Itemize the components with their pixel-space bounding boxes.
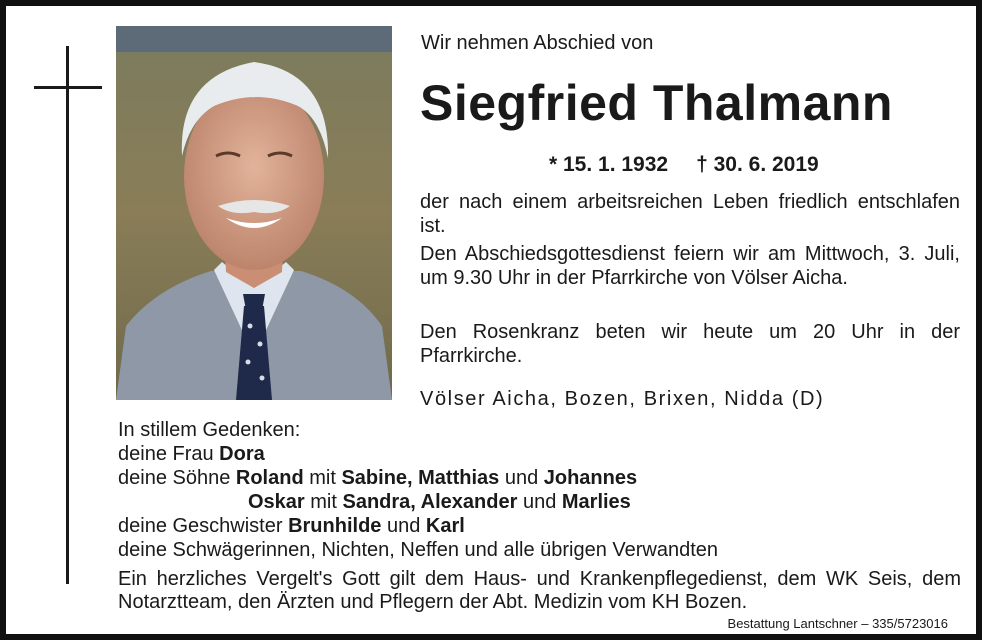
mourner-label: deine Geschwister xyxy=(118,515,289,537)
mourner-relatives: deine Schwägerinnen, Nichten, Neffen und alle übrigen Verwandten xyxy=(118,539,719,561)
mourners-heading: In stillem Gedenken: xyxy=(118,419,301,441)
cross-icon xyxy=(66,46,69,584)
paragraph-rosary: Den Rosenkranz beten wir heute um 20 Uhr in der Pfarrkirche. xyxy=(420,321,960,367)
birth-date: * 15. 1. 1932 xyxy=(549,153,669,176)
funeral-home-credit: Bestattung Lantschner – 335/5723016 xyxy=(727,616,948,631)
mourner-siblings xyxy=(118,514,718,538)
mourner-label: deine Frau xyxy=(118,443,220,465)
connector: mit xyxy=(303,467,342,489)
mourner-sons-line-2 xyxy=(118,490,718,514)
connector: und xyxy=(381,515,426,537)
mourner-name: Marlies xyxy=(561,491,631,513)
portrait-photo xyxy=(116,26,392,400)
mourner-name: Brunhilde xyxy=(288,515,382,537)
mourner-name: Dora xyxy=(219,443,265,465)
mourner-name: Sabine, Matthias xyxy=(341,467,500,489)
cross-icon-bar xyxy=(34,86,102,89)
mourner-name: Oskar xyxy=(248,491,305,513)
connector: mit xyxy=(304,491,343,513)
mourner-name: Sandra, Alexander xyxy=(342,491,518,513)
mourner-name: Roland xyxy=(235,467,304,489)
paragraph-funeral-service: Den Abschiedsgottesdienst feiern wir am Mittwoch, 3. Juli, um 9.30 Uhr in der Pfarrkirche von Völser Aicha. xyxy=(420,243,960,289)
places-line: Völser Aicha, Bozen, Brixen, Nidda (D) xyxy=(420,388,825,410)
death-date: † 30. 6. 2019 xyxy=(696,153,819,176)
mourners-list xyxy=(118,418,718,562)
life-dates xyxy=(549,152,819,178)
connector: und xyxy=(499,467,544,489)
paragraph-passing: der nach einem arbeitsreichen Leben friedlich entschlafen ist. xyxy=(420,191,960,237)
mourner-sons-line-1 xyxy=(118,466,718,490)
mourner-name: Johannes xyxy=(543,467,638,489)
mourner-label: deine Söhne xyxy=(118,467,236,489)
connector: und xyxy=(517,491,562,513)
mourner-name: Karl xyxy=(425,515,465,537)
intro-text: Wir nehmen Abschied von xyxy=(421,32,654,54)
mourner-wife xyxy=(118,442,718,466)
deceased-name: Siegfried Thalmann xyxy=(420,75,893,131)
thanks-paragraph: Ein herzliches Vergelt's Gott gilt dem Haus- und Krankenpflegedienst, dem WK Seis, dem Notarztteam, den Ärzten und Pflegern der Abt. Medizin vom KH Bozen. xyxy=(118,568,961,613)
